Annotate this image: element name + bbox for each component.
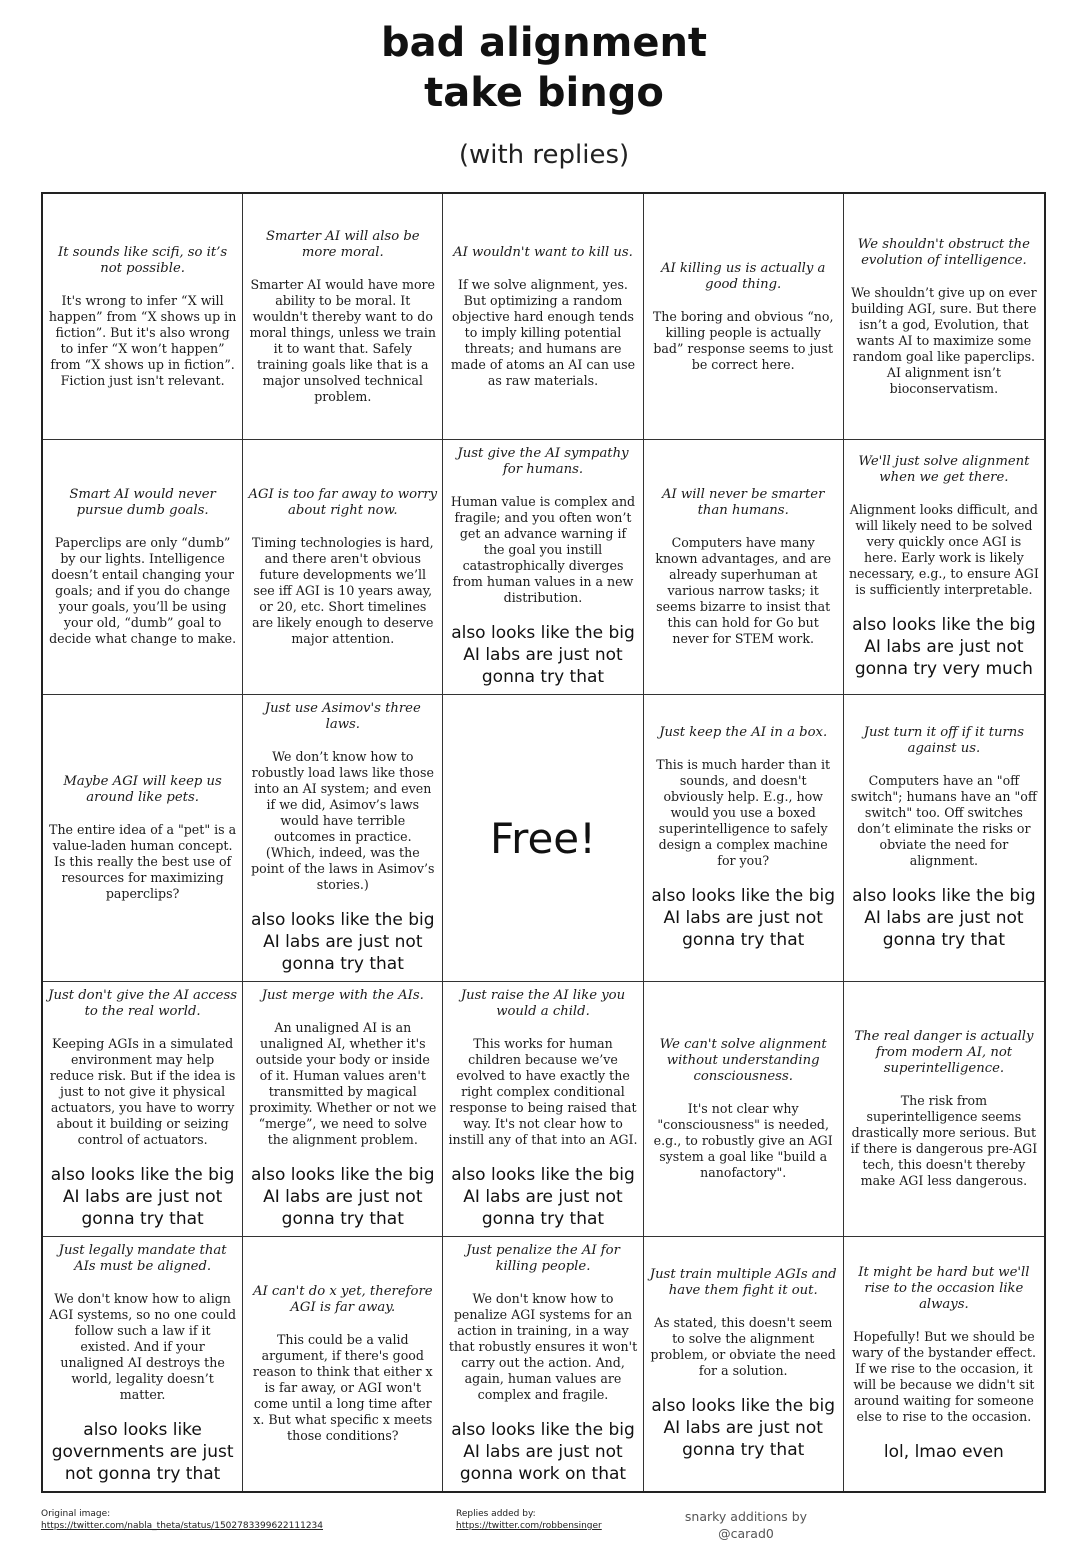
header [0,18,1088,170]
take-text: AI can't do x yet, therefore AGI is far away. [253,1284,433,1315]
snark-text: also looks like the big AI labs are just not gonna try that [651,1396,835,1460]
take-text: Smart AI would never pursue dumb goals. [69,487,216,518]
snark-text: also looks like governments are just not gonna try that [51,1420,234,1484]
take-text: It sounds like scifi, so it’s not possible. [58,244,228,276]
bingo-cell [844,695,1044,982]
take-text: AI killing us is actually a good thing. [661,260,826,292]
bingo-cell [243,1237,443,1491]
reply-text: We don't know how to penalize AGI systems for an action in training, in a way that robustly ensures it won't carry out the action. And, again, human values are complex and fragile. [448,1291,638,1402]
snark-credit-line-1: snarky additions by [684,1509,808,1524]
footer-original [41,1508,323,1532]
snark-text: also looks like the big AI labs are just not gonna try that [250,1165,435,1229]
reply-text: We shouldn’t give up on ever building AGI, sure. But there isn’t a god, Evolution, that wants AI to maximize some random goal like paperclips. AI alignment isn’t bioconservatism. [851,284,1037,396]
page-subtitle: (with replies) [458,140,630,170]
take-text: We'll just solve alignment when we get there. [858,454,1030,485]
reply-text: It's not clear why "consciousness" is needed, e.g., to robustly give an AGI system a goal like "build a nanofactory". [653,1101,833,1180]
bingo-cell-free [443,695,643,982]
reply-text: The entire idea of a "pet" is a value-laden human concept. Is this really the best use of resources for maximizing paperclips? [49,822,237,901]
take-text: We can't solve alignment without understanding consciousness. [659,1037,827,1084]
reply-text: Timing technologies is hard, and there aren't obvious future developments we’ll see iff AGI is 10 years away, or 20, etc. Short timelines are likely enough to deserve major attention. [251,535,434,646]
replies-label: Replies added by: [456,1509,536,1519]
reply-text: This could be a valid argument, if there's good reason to think that either x is far away, or AGI won't come until a long time after x. But what specific x meets those conditions? [252,1332,433,1443]
reply-text: It's wrong to infer “X will happen” from “X shows up in fiction”. But it's also wrong to infer “X won’t happen” from “X shows up in fiction”. Fiction just isn't relevant. [48,292,237,388]
take-text: Just don't give the AI access to the real world. [48,988,237,1019]
original-link[interactable]: https://twitter.com/nabla_theta/status/1502783399622111234 [41,1521,324,1531]
take-text: It might be hard but we'll rise to the occasion like always. [858,1265,1030,1312]
bingo-cell [243,695,443,982]
snark-text: also looks like the big AI labs are just not gonna try that [250,910,435,974]
bingo-cell [644,695,844,982]
take-text: Just penalize the AI for killing people. [466,1243,620,1274]
footer-snark-credit [666,1508,826,1542]
bingo-cell [644,982,844,1237]
reply-text: Smarter AI would have more ability to be moral. It wouldn't thereby want to do moral things, unless we train it to want that. Safely training goals like that is a major unsolved technical problem. [249,276,437,404]
take-text: Just keep the AI in a box. [659,725,828,740]
reply-text: Hopefully! But we should be wary of the bystander effect. If we rise to the occasion, it will be because we didn't sit around waiting for someone else to rise to the occasion. [851,1329,1036,1424]
take-text: Just turn it off if it turns against us. [863,725,1025,756]
snark-text: also looks like the big AI labs are just not gonna try that [451,1165,635,1229]
take-text: Maybe AGI will keep us around like pets. [63,774,222,805]
original-label: Original image: [41,1509,111,1519]
reply-text: As stated, this doesn't seem to solve the alignment problem, or obviate the need for a solution. [650,1315,836,1378]
bingo-cell [844,1237,1044,1491]
reply-text: The boring and obvious “no, killing people is actually bad” response seems to just be correct here. [652,308,834,372]
take-text: Just legally mandate that AIs must be aligned. [58,1243,227,1274]
replies-link[interactable]: https://twitter.com/robbensinger [456,1521,602,1531]
bingo-cell [844,440,1044,695]
reply-text: An unaligned AI is an unaligned AI, whether it's outside your body or inside of it. Human values aren't transmitted by magical proximity. Whether or not we “merge”, we need to solve the alignment problem. [249,1020,437,1147]
bingo-cell [443,440,643,695]
bingo-cell [443,982,643,1237]
take-text: AI will never be smarter than humans. [662,487,825,518]
bingo-cell [43,982,243,1237]
title-line-1: bad alignment [380,20,708,66]
take-text: AGI is too far away to worry about right now. [248,487,438,518]
bingo-cell [43,695,243,982]
snark-text: also looks like the big AI labs are just not gonna try that [651,886,835,950]
bingo-grid [41,192,1046,1493]
snark-text: also looks like the big AI labs are just not gonna work on that [451,1420,635,1484]
reply-text: If we solve alignment, yes. But optimizing a random objective hard enough tends to imply killing potential threats; and humans are made of atoms an AI can use as raw materials. [450,276,636,388]
take-text: Just merge with the AIs. [261,988,424,1003]
bingo-cell [243,440,443,695]
bingo-cell [43,440,243,695]
bingo-cell [43,194,243,440]
snark-text: also looks like the big AI labs are just not gonna try that [50,1165,235,1229]
take-text: Just give the AI sympathy for humans. [457,446,629,477]
reply-text: Computers have an "off switch"; humans have an "off switch" too. Off switches don’t eliminate the risks or obviate the need for alignment. [850,773,1037,868]
reply-text: The risk from superintelligence seems drastically more serious. But if there is dangerous pre-AGI tech, this doesn't thereby make AGI less dangerous. [850,1093,1038,1188]
footer-replies [456,1508,602,1532]
bingo-cell [43,1237,243,1491]
bingo-cell [443,1237,643,1491]
take-text: Just train multiple AGIs and have them fight it out. [649,1267,837,1298]
take-text: AI wouldn't want to kill us. [453,244,633,260]
title-line-2: take bingo [424,70,664,116]
snark-text: also looks like the big AI labs are just not gonna try very much [852,615,1036,679]
bingo-cell [443,194,643,440]
reply-text: Keeping AGIs in a simulated environment may help reduce risk. But if the idea is just to not give it physical actuators, you have to worry about it building or seizing control of actuators. [49,1036,236,1147]
reply-text: Paperclips are only “dumb” by our lights. Intelligence doesn’t entail changing your goals; and if you do change your goals, you’ll be using your old, “dumb” goal to decide what change to make. [49,535,237,646]
take-text: The real danger is actually from modern AI, not superintelligence. [854,1029,1034,1076]
take-text: We shouldn't obstruct the evolution of intelligence. [857,236,1030,268]
reply-text: This is much harder than it sounds, and doesn't obviously help. E.g., how would you use a boxed superintelligence to safely design a complex machine for you? [656,757,831,868]
take-text: Just use Asimov's three laws. [264,701,421,732]
reply-text: This works for human children because we’ve evolved to have exactly the right complex conditional response to being raised that way. It's not clear how to instill any of that into an AGI. [448,1036,638,1147]
reply-text: We don’t know how to robustly load laws like those into an AI system; and even if we did, Asimov’s laws would have terrible outcomes in practice. (Which, indeed, was the point of the laws in Asimov’s stories.) [251,749,435,892]
take-text: Just raise the AI like you would a child. [460,988,626,1019]
snark-text: also looks like the big AI labs are just not gonna try that [852,886,1036,950]
reply-text: Computers have many known advantages, and are already superhuman at various narrow tasks; it seems bizarre to insist that this can hold for Go but never for STEM work. [655,535,832,646]
snark-text: lol, lmao even [883,1442,1004,1462]
reply-text: Alignment looks difficult, and will likely need to be solved very quickly once AGI is here. Early work is likely necessary, e.g., to ensure AGI is sufficiently interpretable. [848,502,1039,597]
bingo-cell [243,194,443,440]
bingo-cell [644,440,844,695]
take-text: Smarter AI will also be more moral. [265,228,420,260]
snark-text: also looks like the big AI labs are just not gonna try that [451,623,635,687]
bingo-cell [844,982,1044,1237]
bingo-cell [844,194,1044,440]
page-title [0,18,1088,118]
bingo-cell [243,982,443,1237]
reply-text: Human value is complex and fragile; and you often won’t get an advance warning if the goal you instill catastrophically diverges from human values in a new distribution. [450,494,636,605]
bingo-cell [644,194,844,440]
free-space: Free! [490,813,596,863]
snark-credit-line-2: @carad0 [718,1526,774,1541]
reply-text: We don't know how to align AGI systems, so no one could follow such a law if it existed. And if your unaligned AI destroys the world, legality doesn’t matter. [49,1291,236,1402]
bingo-cell [644,1237,844,1491]
